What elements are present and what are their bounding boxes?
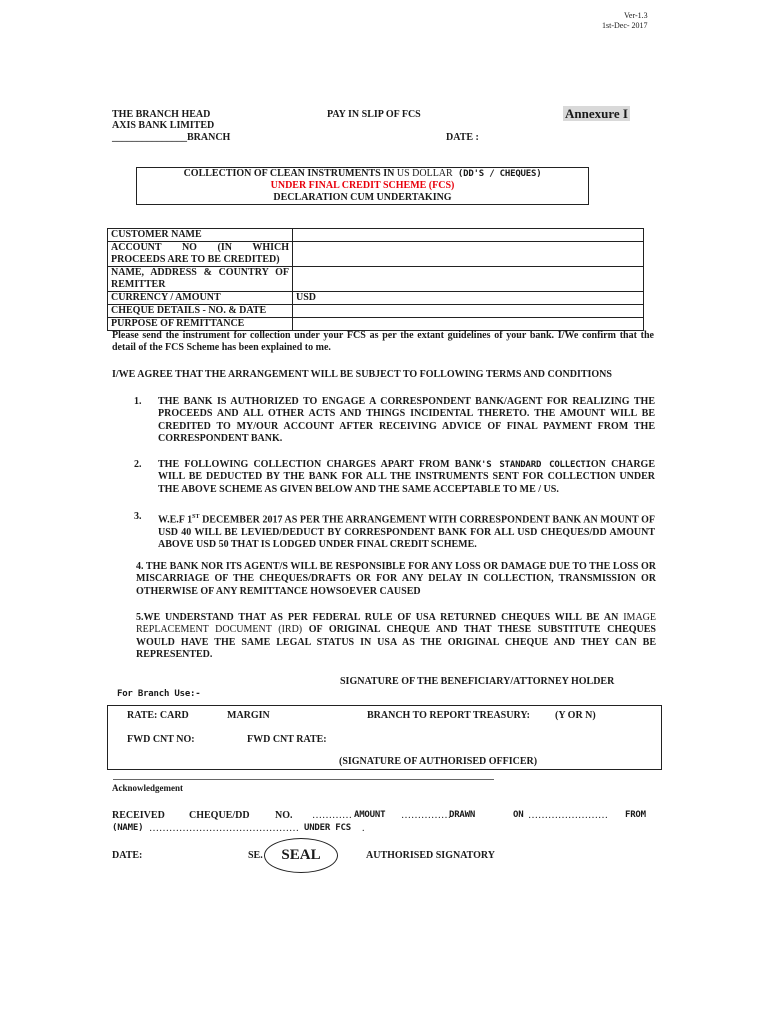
from-label: FROM: [625, 810, 646, 820]
term-5-part-c: OF ORIGINAL CHEQUE AND THAT THESE SUBSTITUTE CHEQUES WOULD HAVE THE SAME LEGAL STATUS IN USA AS THE ORIGINAL CHEQUE AND THEY CAN BE REPRESENTED.: [136, 624, 656, 661]
under-fcs-label: UNDER FCS: [304, 823, 351, 833]
table-row: [108, 318, 644, 331]
title-box: [136, 167, 589, 205]
title-line-1b: US DOLLAR: [396, 168, 453, 179]
rate-card-label: RATE: CARD: [127, 710, 189, 721]
amount-dots: ……………: [401, 810, 451, 821]
amount-label: AMOUNT: [354, 810, 386, 820]
term-2-part-b: K'S STANDARD COLLECTI: [475, 460, 591, 470]
customer-details-table: [107, 228, 644, 331]
beneficiary-signature-label: SIGNATURE OF THE BENEFICIARY/ATTORNEY HOLDER: [340, 676, 615, 687]
term-5-part-a: 5.WE UNDERSTAND THAT AS PER FEDERAL RULE OF USA RETURNED CHEQUES WILL BE AN: [136, 612, 624, 623]
term-1-number: 1.: [134, 396, 142, 407]
acknowledgement-heading: Acknowledgement: [112, 783, 183, 793]
table-row: [108, 292, 644, 305]
addressee-line-2: AXIS BANK LIMITED: [112, 120, 215, 131]
term-3-text: [158, 511, 655, 552]
terms-heading: I/WE AGREE THAT THE ARRANGEMENT WILL BE SUBJECT TO FOLLOWING TERMS AND CONDITIONS: [112, 369, 612, 380]
term-5-text: [136, 612, 656, 662]
authorised-signatory-label: AUTHORISED SIGNATORY: [366, 850, 496, 861]
seal-text: SEAL: [281, 847, 321, 863]
term-3-part-b: DECEMBER 2017 AS PER THE ARRANGEMENT WITH CORRESPONDENT BANK AN MOUNT OF USD 40 WILL BE LEVIED/DEDUCT BY CORRESPONDENT BANK FOR ALL USD CHEQUES/DD AMOUNT ABOVE USD 50 THAT IS LODGED UNDER FINAL CREDIT SCHEME.: [158, 514, 655, 551]
cheque-details-field[interactable]: [293, 305, 644, 318]
fwd-cnt-rate-label: FWD CNT RATE:: [247, 734, 327, 745]
addressee-line-3: _______________BRANCH: [112, 132, 231, 143]
title-line-1c: (DD'S / CHEQUES): [452, 169, 542, 179]
title-line-1a: COLLECTION OF CLEAN INSTRUMENTS IN: [183, 168, 397, 179]
version-date: 1st-Dec- 2017: [602, 21, 648, 30]
table-row: [108, 305, 644, 318]
annexure-label: Annexure I: [565, 106, 628, 121]
term-2-number: 2.: [134, 459, 142, 470]
row-label-purpose: PURPOSE OF REMITTANCE: [108, 318, 293, 331]
table-row: [108, 267, 644, 292]
slip-title: PAY IN SLIP OF FCS: [327, 109, 421, 120]
received-label: RECEIVED: [112, 810, 165, 821]
no-label: NO.: [275, 810, 293, 821]
addressee-line-1: THE BRANCH HEAD: [112, 109, 211, 120]
ack-date-label: DATE:: [112, 850, 143, 861]
term-2-text: [158, 459, 655, 496]
y-or-n-label: (Y OR N): [555, 710, 596, 721]
purpose-field[interactable]: [293, 318, 644, 331]
table-row: [108, 229, 644, 242]
title-line-3: DECLARATION CUM UNDERTAKING: [273, 192, 452, 203]
date-label: DATE :: [446, 132, 479, 143]
row-label-cheque-details: CHEQUE DETAILS - NO. & DATE: [108, 305, 293, 318]
row-label-account-no: ACCOUNT NO (IN WHICH PROCEEDS ARE TO BE CREDITED): [108, 242, 293, 267]
version-label: Ver-1.3: [624, 11, 648, 20]
account-no-field[interactable]: [293, 242, 644, 267]
branch-report-label: BRANCH TO REPORT TREASURY:: [367, 710, 530, 721]
row-label-customer-name: CUSTOMER NAME: [108, 229, 293, 242]
term-5-part-b: IMAGE REPLACEMENT DOCUMENT (IRD): [136, 612, 656, 636]
title-line-2: UNDER FINAL CREDIT SCHEME (FCS): [270, 180, 455, 191]
on-dots: ……………………: [528, 810, 608, 821]
remitter-field[interactable]: [293, 267, 644, 292]
branch-use-box: [107, 705, 662, 770]
seal-prefix: SE.: [248, 850, 263, 861]
term-3-part-a: W.E.F 1: [158, 514, 193, 526]
divider: [113, 779, 494, 780]
table-row: [108, 242, 644, 267]
intro-text: Please send the instrument for collection under your FCS as per the extant guidelines of your bank. I/We confirm that the detail of the FCS Scheme has been explained to me.: [112, 330, 654, 354]
no-dots: …………: [312, 810, 352, 821]
term-4-text: 4. THE BANK NOR ITS AGENT/S WILL BE RESPONSIBLE FOR ANY LOSS OR DAMAGE DUE TO THE LOSS OR MISCARRIAGE OF THE CHEQUES/DRAFTS OR FOR ANY DELAY IN COLLECTION, TRANSMISSION OR OTHERWISE OF ANY REMITTANCE HOWSOEVER CAUSED: [136, 561, 656, 597]
name-label: (NAME): [112, 823, 144, 833]
on-label: ON: [513, 810, 524, 820]
seal-stamp: [264, 838, 338, 873]
row-label-currency-amount: CURRENCY / AMOUNT: [108, 292, 293, 305]
customer-name-field[interactable]: [293, 229, 644, 242]
row-label-remitter: NAME, ADDRESS & COUNTRY OF REMITTER: [108, 267, 293, 292]
term-3-superscript: ST: [192, 514, 200, 520]
currency-amount-field[interactable]: USD: [293, 292, 644, 305]
cheque-dd-label: CHEQUE/DD: [189, 810, 250, 821]
term-2-part-a: THE FOLLOWING COLLECTION CHARGES APART FROM BAN: [158, 459, 476, 470]
term-3-number: 3.: [134, 511, 142, 522]
term-2-part-c: ON CHARGE WILL BE DEDUCTED BY THE BANK FOR ALL THE INSTRUMENTS SENT FOR COLLECTION UNDER THE ABOVE SCHEME AS GIVEN BELOW AND THE SAME ACCEPTABLE TO ME / US.: [158, 459, 655, 495]
period: .: [362, 823, 365, 834]
margin-label: MARGIN: [227, 710, 270, 721]
drawn-label: DRAWN: [449, 810, 476, 820]
authorised-officer-signature-label: (SIGNATURE OF AUTHORISED OFFICER): [339, 756, 538, 767]
branch-use-heading: For Branch Use:-: [117, 689, 201, 699]
fwd-cnt-no-label: FWD CNT NO:: [127, 734, 195, 745]
name-dots: ………………………………………: [149, 823, 299, 834]
term-1-text: THE BANK IS AUTHORIZED TO ENGAGE A CORRESPONDENT BANK/AGENT FOR REALIZING THE PROCEEDS AND ALL OTHER ACTS AND THINGS INCIDENTAL THERETO. THE AMOUNT WILL BE CREDITED TO MY/OUR ACCOUNT AFTER RECEIVING ADVICE OF FINAL PAYMENT FROM THE CORRESPONDENT BANK.: [158, 396, 655, 445]
